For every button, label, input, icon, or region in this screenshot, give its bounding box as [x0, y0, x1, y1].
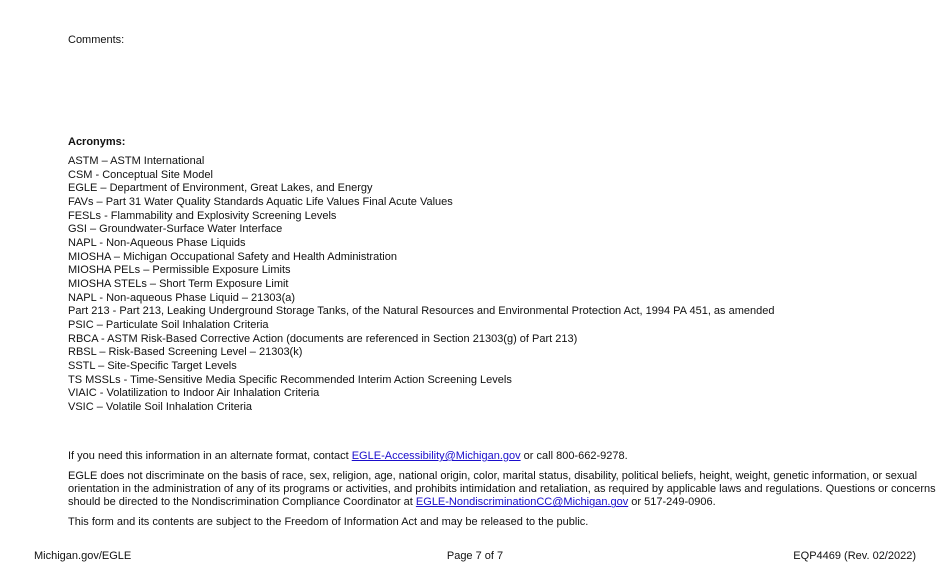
accessibility-notice — [68, 450, 628, 463]
acronym-item: FAVs – Part 31 Water Quality Standards Aquatic Life Values Final Acute Values — [68, 195, 453, 208]
acronym-item: Part 213 - Part 213, Leaking Underground Storage Tanks, of the Natural Resources and Environmental Protection Act, 1994 PA 451, as amended — [68, 305, 775, 318]
nondiscrimination-line: EGLE does not discriminate on the basis of race, sex, religion, age, national origin, color, marital status, disability, political beliefs, height, weight, genetic information, or sexual — [68, 470, 918, 482]
footer-website: Michigan.gov/EGLE — [34, 550, 132, 562]
nondiscrimination-phone: or 517-249-0906. — [628, 496, 716, 509]
acronym-item: TS MSSLs - Time-Sensitive Media Specific Recommended Interim Action Screening Levels — [68, 373, 512, 386]
acronym-item: EGLE – Department of Environment, Great Lakes, and Energy — [68, 182, 373, 195]
acronym-item: MIOSHA STELs – Short Term Exposure Limit — [68, 277, 289, 290]
nondiscrimination-email-link[interactable]: EGLE-NondiscriminationCC@Michigan.gov — [415, 496, 629, 509]
acronym-item: GSI – Groundwater-Surface Water Interface — [68, 223, 283, 236]
acronym-item: MIOSHA PELs – Permissible Exposure Limits — [68, 264, 291, 277]
acronym-item: VSIC – Volatile Soil Inhalation Criteria — [68, 400, 253, 413]
acronym-list — [68, 155, 774, 414]
acronyms-heading: Acronyms: — [68, 136, 126, 148]
acronym-item: NAPL - Non-Aqueous Phase Liquids — [68, 236, 246, 249]
nondiscrimination-line: orientation in the administration of any of its programs or activities, and prohibits intimidation and retaliation, as required by applicable laws and regulations. Questions or concerns — [68, 483, 936, 496]
acronym-item: ASTM – ASTM International — [68, 155, 205, 167]
footer-page-number: Page 7 of 7 — [446, 550, 504, 562]
acronym-item: FESLs - Flammability and Explosivity Screening Levels — [68, 209, 337, 222]
acronym-item: RBSL – Risk-Based Screening Level – 21303(k) — [68, 346, 303, 359]
acronym-item: MIOSHA – Michigan Occupational Safety and Health Administration — [68, 250, 397, 263]
nondiscrimination-notice — [68, 470, 936, 510]
accessibility-phone: or call 800-662-9278. — [520, 450, 628, 462]
accessibility-email-link[interactable]: EGLE-Accessibility@Michigan.gov — [351, 450, 521, 462]
footer-form-id: EQP4469 (Rev. 02/2022) — [793, 550, 916, 562]
acronym-item: RBCA - ASTM Risk-Based Corrective Action (documents are referenced in Section 21303(g) of Part 213) — [68, 332, 578, 345]
comments-label: Comments: — [68, 34, 125, 46]
nondiscrimination-line: should be directed to the Nondiscrimination Compliance Coordinator at — [68, 496, 416, 509]
accessibility-text: If you need this information in an alternate format, contact — [68, 450, 352, 462]
foia-notice: This form and its contents are subject to the Freedom of Information Act and may be released to the public. — [68, 516, 589, 528]
acronym-item: CSM - Conceptual Site Model — [68, 168, 213, 181]
acronym-item: NAPL - Non-aqueous Phase Liquid – 21303(a) — [68, 291, 296, 304]
acronym-item: PSIC – Particulate Soil Inhalation Criteria — [68, 318, 269, 331]
acronym-item: SSTL – Site-Specific Target Levels — [68, 359, 237, 372]
acronym-item: VIAIC - Volatilization to Indoor Air Inhalation Criteria — [68, 387, 320, 400]
